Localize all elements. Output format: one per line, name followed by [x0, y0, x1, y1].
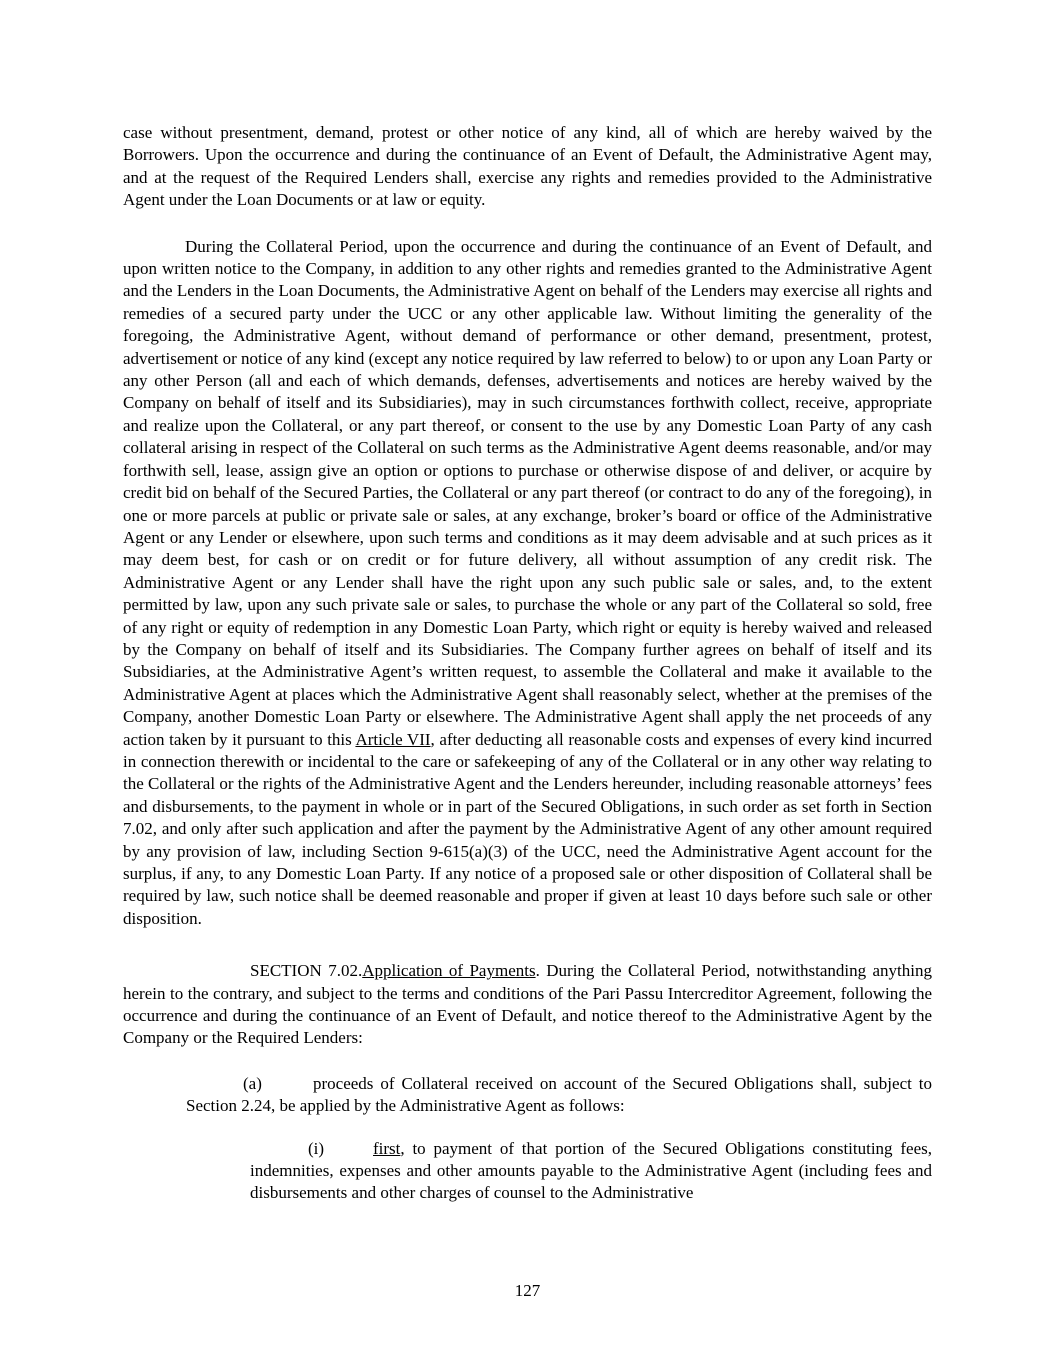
paragraph-item-a [186, 1073, 932, 1118]
item-a-text: proceeds of Collateral received on account of the Secured Obligations shall, subject to Section 2.24, be applied by the Administrative Agent as follows: [186, 1073, 932, 1116]
collateral-period-text-after: , after deducting all reasonable costs and expenses of every kind incurred in connection therewith or incidental to the care or safekeeping of any of the Collateral or in any other way relating to the Collateral or the rights of the Administrative Agent and the Lenders hereunder, including reasonable attorneys’ fees and disbursements, to the payment in whole or in part of the Secured Obligations, in such order as set forth in Section 7.02, and only after such application and after the payment by the Administrative Agent of any other amount required by any provision of law, including Section 9-615(a)(3) of the UCC, need the Administrative Agent account for the surplus, if any, to any Domestic Loan Party. If any notice of a proposed sale or other disposition of Collateral shall be required by law, such notice shall be deemed reasonable and proper if given at least 10 days before such sale or other disposition. [123, 729, 932, 928]
section-702-heading: Application of Payments [362, 961, 536, 981]
document-body [123, 122, 932, 1205]
page-number: 127 [514, 1281, 541, 1300]
section-702-label: SECTION 7.02. [250, 961, 363, 981]
item-i-label: (i) [308, 1138, 325, 1158]
paragraph-remedies-text: case without presentment, demand, protest or other notice of any kind, all of which are hereby waived by the Borrowers. Upon the occurrence and during the continuance of an Event of Default, the Administrative Agent may, and at the request of the Required Lenders shall, exercise any rights and remedies provided to the Administrative Agent under the Loan Documents or at law or equity. [123, 123, 932, 210]
paragraph-item-i [250, 1138, 932, 1205]
paragraph-remedies-continuation [123, 122, 932, 212]
item-i-text: , to payment of that portion of the Secured Obligations constituting fees, indemnities, expenses and other amounts payable to the Administrative Agent (including fees and disbursements and other charges of counsel to the Administrative [250, 1138, 932, 1203]
article-vii-reference: Article VII [355, 729, 431, 749]
item-a-label: (a) [243, 1073, 262, 1093]
section-702-text: . During the Collateral Period, notwithstanding anything herein to the contrary, and subject to the terms and conditions of the Pari Passu Intercreditor Agreement, following the occurrence and during the continuance of an Event of Default, and notice thereof to the Administrative Agent by the Company or the Required Lenders: [123, 961, 932, 1048]
item-i-first-term: first [373, 1138, 401, 1158]
paragraph-collateral-period [123, 236, 932, 931]
collateral-period-text-before: During the Collateral Period, upon the occurrence and during the continuance of an Event of Default, and upon written notice to the Company, in addition to any other rights and remedies granted to the Administrative Agent and the Lenders in the Loan Documents, the Administrative Agent on behalf of the Lenders may exercise all rights and remedies of a secured party under the UCC or any other applicable law. Without limiting the generality of the foregoing, the Administrative Agent, without demand of performance or other demand, presentment, protest, advertisement or notice of any kind (except any notice required by law referred to below) to or upon any Loan Party or any other Person (all and each of which demands, defenses, advertisements and notices are hereby waived by the Company on behalf of itself and its Subsidiaries), may in such circumstances forthwith collect, receive, appropriate and realize upon the Collateral, or any part thereof, or consent to the use by any Domestic Loan Party of any cash collateral arising in respect of the Collateral on such terms as the Administrative Agent deems reasonable, and/or may forthwith sell, lease, assign give an option or options to purchase or otherwise dispose of and deliver, or acquire by credit bid on behalf of the Secured Parties, the Collateral or any part thereof (or contract to do any of the foregoing), in one or more parcels at public or private sale or sales, at any exchange, broker’s board or office of the Administrative Agent or any Lender or elsewhere, upon such terms and conditions as it may deem advisable and at such prices as it may deem best, for cash or on credit or for future delivery, all without assumption of any credit risk. The Administrative Agent or any Lender shall have the right upon any such public sale or sales, and, to the extent permitted by law, upon any such private sale or sales, to purchase the whole or any part of the Collateral so sold, free of any right or equity of redemption in any Domestic Loan Party, which right or equity is hereby waived and released by the Company on behalf of itself and its Subsidiaries. The Company further agrees on behalf of itself and its Subsidiaries, at the Administrative Agent’s written request, to assemble the Collateral and make it available to the Administrative Agent at places which the Administrative Agent shall reasonably select, whether at the premises of the Company, another Domestic Loan Party or elsewhere. The Administrative Agent shall apply the net proceeds of any action taken by it pursuant to this [123, 236, 932, 749]
paragraph-section-702 [123, 960, 932, 1050]
